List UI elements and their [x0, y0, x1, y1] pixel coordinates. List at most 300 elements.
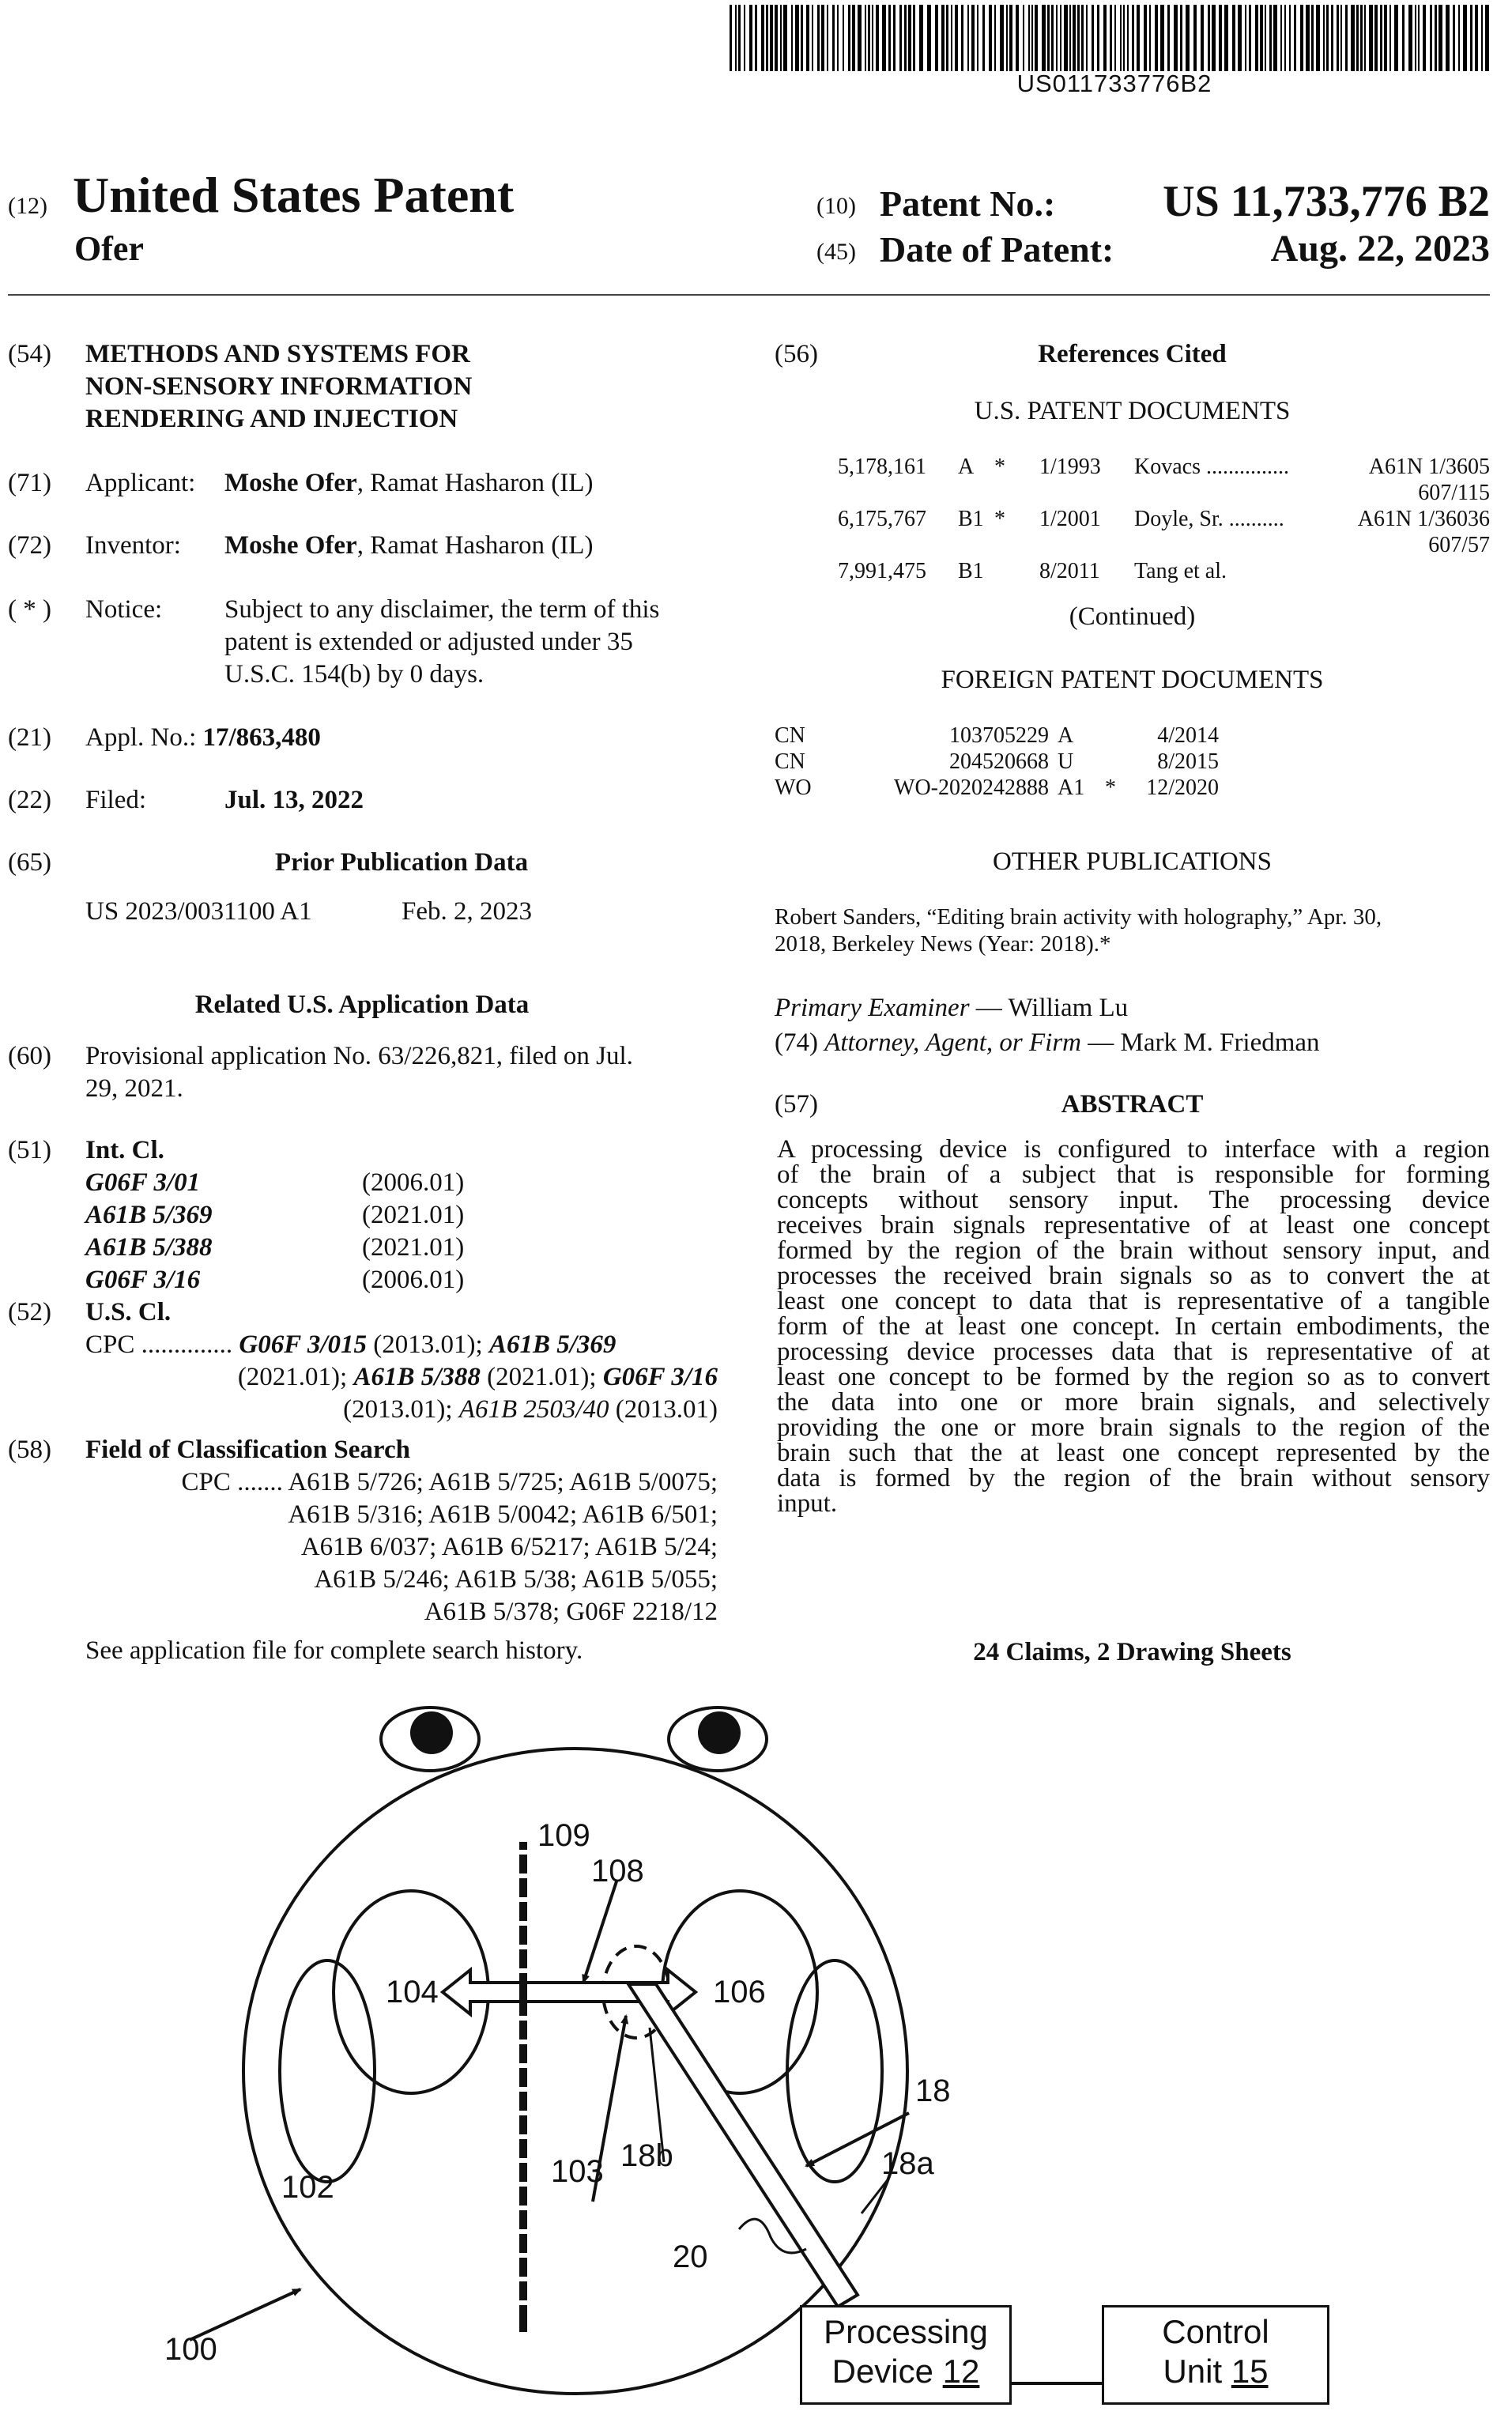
barcode-bar — [1060, 5, 1061, 71]
barcode-bar — [1446, 5, 1450, 71]
barcode-bar — [935, 5, 938, 71]
abstract-line: formed by the region of the brain without sensory input, and — [777, 1236, 1490, 1265]
barcode-bar — [848, 5, 850, 71]
barcode-bar — [989, 5, 992, 71]
barcode-bar — [1265, 5, 1266, 71]
barcode-bar — [812, 5, 813, 71]
abstract-line: processes the received brain signals so as to convert the at — [777, 1262, 1490, 1290]
cpc-line-2 — [85, 1361, 718, 1394]
doc-date: 12/2020 — [1146, 775, 1219, 800]
code-10: (10) — [816, 193, 856, 219]
barcode-bar — [1000, 5, 1004, 71]
barcode-bar — [1127, 5, 1129, 71]
us-document-row — [838, 454, 1490, 480]
attorney-name: — Mark M. Friedman — [1081, 1028, 1320, 1057]
barcode-bar — [1186, 5, 1190, 71]
doc-star: * — [1105, 775, 1116, 800]
box-line: Processing — [824, 2313, 988, 2350]
barcode-bar — [1081, 5, 1084, 71]
other-publications-heading: OTHER PUBLICATIONS — [993, 847, 1272, 876]
code-12: (12) — [8, 193, 47, 219]
patent-number: US 11,733,776 B2 — [1163, 177, 1490, 226]
label-100: 100 — [164, 2332, 217, 2367]
box-number: 15 — [1231, 2353, 1269, 2390]
attorney — [775, 1027, 1320, 1059]
barcode-bar — [837, 5, 839, 71]
barcode-bar — [941, 5, 945, 71]
doc-kind: U — [1058, 749, 1074, 774]
notice-label: Notice: — [85, 595, 163, 624]
abstract-line: providing the one or more brain signals to the region of the — [777, 1413, 1490, 1442]
int-cl-row — [85, 1167, 528, 1199]
provisional-line: 29, 2021. — [85, 1074, 183, 1103]
barcode-bar — [1463, 5, 1467, 71]
barcode-bar — [1438, 5, 1442, 71]
code-54: (54) — [8, 340, 51, 368]
label-106: 106 — [713, 1975, 766, 2009]
notice-line: patent is extended or adjusted under 35 — [224, 628, 633, 656]
us-patent-documents-heading: U.S. PATENT DOCUMENTS — [974, 397, 1291, 425]
appl-no — [85, 722, 321, 754]
barcode-bar — [1069, 5, 1071, 71]
barcode-bar — [1051, 5, 1054, 71]
barcode-bar — [1193, 5, 1197, 71]
foreign-documents-heading: FOREIGN PATENT DOCUMENTS — [941, 666, 1324, 694]
box-line — [1104, 2352, 1327, 2391]
doc-number: 7,991,475 — [838, 559, 926, 583]
appl-no-value: 17/863,480 — [202, 723, 321, 752]
barcode-bar — [888, 5, 891, 71]
title-line: METHODS AND SYSTEMS FOR — [85, 340, 470, 368]
int-cl-class: A61B 5/369 — [85, 1201, 213, 1229]
cpc-line-1 — [85, 1329, 616, 1361]
barcode-bar — [946, 5, 948, 71]
barcode-bar — [1453, 5, 1455, 71]
barcode-bar — [1249, 5, 1251, 71]
barcode-bar — [1415, 5, 1416, 71]
box-text: Device — [831, 2353, 943, 2390]
barcode-bar — [1364, 5, 1366, 71]
barcode-bar — [961, 5, 963, 71]
barcode-bar — [1028, 5, 1030, 71]
field-line: A61B 5/378; G06F 2218/12 — [424, 1598, 718, 1626]
abstract-line: the data into one or more brain signals, and selectively — [777, 1388, 1490, 1417]
left-pupil — [410, 1711, 453, 1754]
barcode-bar — [1345, 5, 1348, 71]
abstract-line: A processing device is configured to interface with a region — [777, 1135, 1490, 1164]
foreign-documents-list — [775, 723, 1486, 801]
barcode — [730, 5, 1490, 71]
barcode-bar — [1481, 5, 1483, 71]
date-label: Date of Patent: — [880, 229, 1114, 270]
barcode-bar — [971, 5, 975, 71]
barcode-bar — [1120, 5, 1122, 71]
barcode-bar — [1326, 5, 1329, 71]
processing-device-box — [800, 2305, 1012, 2405]
barcode-bar — [1056, 5, 1058, 71]
barcode-bar — [1284, 5, 1286, 71]
us-cl-label: U.S. Cl. — [85, 1298, 172, 1326]
barcode-bar — [1132, 5, 1134, 71]
doc-number: 5,178,161 — [838, 455, 926, 479]
patent-no-label: Patent No.: — [880, 183, 1056, 224]
int-cl-row — [85, 1199, 528, 1232]
primary-examiner — [775, 992, 1128, 1024]
barcode-bar — [749, 5, 752, 71]
barcode-bar — [1273, 5, 1277, 71]
barcode-bar — [1374, 5, 1378, 71]
doc-kind: A — [958, 455, 975, 479]
barcode-bar — [1458, 5, 1460, 71]
applicant — [224, 467, 593, 500]
abstract-line: receives brain signals representative of at least one concept — [777, 1211, 1490, 1240]
int-cl-version: (2006.01) — [362, 1168, 465, 1197]
barcode-bar — [1470, 5, 1472, 71]
barcode-bar — [1160, 5, 1164, 71]
doc-country: WO — [775, 775, 812, 800]
int-cl-version: (2006.01) — [362, 1266, 465, 1294]
barcode-bar — [1294, 5, 1296, 71]
barcode-bar — [1260, 5, 1263, 71]
doc-date: 8/2011 — [1039, 559, 1100, 583]
doc-number: WO-2020242888 — [894, 775, 1049, 800]
examiner-label: Primary Examiner — [775, 994, 970, 1022]
doc-star: * — [994, 507, 1005, 531]
int-cl-list — [85, 1167, 528, 1296]
barcode-bar — [1103, 5, 1107, 71]
barcode-bar — [1016, 5, 1019, 71]
claims-summary: 24 Claims, 2 Drawing Sheets — [973, 1638, 1291, 1666]
barcode-bar — [904, 5, 907, 71]
code-22: (22) — [8, 786, 51, 814]
barcode-bar — [1123, 5, 1125, 71]
barcode-bar — [1430, 5, 1432, 71]
barcode-bar — [1389, 5, 1391, 71]
abstract-line: concepts without sensory input. The processing device — [777, 1186, 1490, 1214]
cpc-version: (2021.01); — [480, 1363, 603, 1391]
barcode-bar — [1323, 5, 1325, 71]
barcode-bar — [801, 5, 803, 71]
barcode-bar — [951, 5, 952, 71]
notice-line: U.S.C. 154(b) by 0 days. — [224, 660, 485, 689]
doc-country: CN — [775, 723, 805, 748]
barcode-bar — [899, 5, 902, 71]
search-history-note: See application file for complete search history. — [85, 1636, 583, 1665]
attorney-label: Attorney, Agent, or Firm — [824, 1028, 1082, 1057]
barcode-bar — [1224, 5, 1228, 71]
barcode-bar — [1311, 5, 1314, 71]
barcode-bar — [1380, 5, 1382, 71]
code-71: (71) — [8, 469, 51, 497]
invention-title — [85, 338, 472, 436]
barcode-bar — [791, 5, 793, 71]
barcode-bar — [1092, 5, 1094, 71]
cpc-class: A61B 5/388 — [353, 1363, 481, 1391]
related-data-heading: Related U.S. Application Data — [194, 991, 530, 1019]
abstract-line: processing device processes data that is representative of at — [777, 1338, 1490, 1366]
barcode-bar — [843, 5, 844, 71]
barcode-bar — [832, 5, 835, 71]
abstract-text — [777, 1134, 1490, 1518]
barcode-bar — [1394, 5, 1398, 71]
filed-label: Filed: — [85, 786, 147, 814]
abstract-line: brain such that the at least one concept represented by the — [777, 1439, 1490, 1467]
barcode-bar — [1219, 5, 1222, 71]
barcode-bar — [806, 5, 809, 71]
doc-date: 4/2014 — [1157, 723, 1219, 748]
barcode-bar — [780, 5, 782, 71]
barcode-bar — [1232, 5, 1235, 71]
barcode-bar — [730, 5, 732, 71]
abstract-line: least one concept to be formed by the region so as to convert — [777, 1363, 1490, 1391]
barcode-bar — [1369, 5, 1373, 71]
code-45: (45) — [816, 239, 856, 265]
continued-note: (Continued) — [1069, 602, 1196, 631]
barcode-bar — [955, 5, 958, 71]
right-pupil — [698, 1711, 741, 1754]
cpc-version: (2013.01) — [609, 1395, 718, 1424]
barcode-bar — [1077, 5, 1080, 71]
code-60: (60) — [8, 1042, 51, 1070]
barcode-bar — [919, 5, 923, 71]
barcode-bar — [868, 5, 870, 71]
barcode-bar — [1086, 5, 1088, 71]
abstract-line: data is formed by the region of the brain without sensory — [777, 1464, 1490, 1492]
barcode-bar — [1009, 5, 1012, 71]
barcode-bar — [1238, 5, 1242, 71]
cpc-version: (2021.01); — [237, 1363, 354, 1391]
barcode-bar — [1280, 5, 1282, 71]
doc-country: CN — [775, 749, 805, 774]
doc-class: A61N 1/3605 — [1368, 455, 1490, 479]
barcode-bar — [1035, 5, 1038, 71]
doc-date: 1/2001 — [1039, 507, 1101, 531]
code-57: (57) — [775, 1090, 818, 1119]
barcode-bar — [1356, 5, 1359, 71]
other-publications — [775, 904, 1490, 957]
barcode-bar — [1485, 5, 1489, 71]
notice-text — [224, 594, 659, 691]
barcode-bar — [817, 5, 820, 71]
field-line: A61B 5/316; A61B 5/0042; A61B 6/501; — [288, 1500, 718, 1529]
doc-number: 6,175,767 — [838, 507, 926, 531]
barcode-bar — [1023, 5, 1024, 71]
foreign-document-row — [775, 723, 1486, 749]
barcode-bar — [1031, 5, 1033, 71]
barcode-bar — [1097, 5, 1099, 71]
us-document-row — [838, 558, 1490, 584]
barcode-bar — [858, 5, 862, 71]
cpc-class: G06F 3/015 — [239, 1330, 368, 1359]
other-publication-line: 2018, Berkeley News (Year: 2018).* — [775, 931, 1111, 957]
barcode-bar — [761, 5, 764, 71]
barcode-bar — [1384, 5, 1387, 71]
barcode-bar — [1475, 5, 1478, 71]
doc-number: 103705229 — [949, 723, 1049, 748]
barcode-bar — [1155, 5, 1158, 71]
doc-date: 1/1993 — [1039, 455, 1101, 479]
int-cl-label: Int. Cl. — [85, 1136, 164, 1164]
barcode-bar — [1149, 5, 1151, 71]
field-of-search-list — [85, 1466, 718, 1628]
notice-line: Subject to any disclaimer, the term of this — [224, 595, 660, 624]
code-58: (58) — [8, 1436, 51, 1464]
barcode-bar — [1340, 5, 1342, 71]
barcode-bar — [1316, 5, 1320, 71]
header-divider — [8, 294, 1490, 296]
doc-star: * — [994, 455, 1005, 479]
barcode-bar — [775, 5, 778, 71]
barcode-bar — [1351, 5, 1355, 71]
control-unit-box — [1102, 2305, 1329, 2405]
us-documents-list — [838, 454, 1490, 584]
barcode-bar — [1337, 5, 1339, 71]
barcode-bar — [766, 5, 768, 71]
title-line: NON-SENSORY INFORMATION — [85, 372, 473, 401]
abstract-line: form of the at least one concept. In certain embodiments, the — [777, 1312, 1490, 1341]
code-72: (72) — [8, 531, 51, 560]
doc-kind: A1 — [1058, 775, 1085, 800]
applicant-name: Moshe Ofer — [224, 469, 357, 497]
inventor-label: Inventor: — [85, 531, 181, 560]
barcode-bar — [927, 5, 931, 71]
code-52: (52) — [8, 1298, 51, 1326]
barcode-bar — [1073, 5, 1076, 71]
patent-kind-title: United States Patent — [73, 167, 515, 223]
label-108: 108 — [591, 1854, 644, 1889]
left-ear — [280, 1960, 375, 2182]
examiner-name: — William Lu — [969, 994, 1129, 1022]
doc-kind: A — [1058, 723, 1074, 748]
int-cl-row — [85, 1264, 528, 1296]
inventor — [224, 530, 593, 562]
barcode-bar — [1167, 5, 1170, 71]
barcode-bar — [1208, 5, 1210, 71]
patent-date: Aug. 22, 2023 — [1270, 228, 1490, 270]
int-cl-class: G06F 3/16 — [85, 1266, 201, 1294]
int-cl-version: (2021.01) — [362, 1233, 465, 1262]
label-103: 103 — [551, 2154, 604, 2189]
barcode-bar — [1408, 5, 1412, 71]
inventor-location: , Ramat Hasharon (IL) — [356, 531, 594, 560]
barcode-bar — [1174, 5, 1178, 71]
barcode-number: US011733776B2 — [1016, 70, 1212, 97]
provisional-application — [85, 1040, 633, 1105]
filed-date: Jul. 13, 2022 — [224, 786, 364, 814]
us-document-subclass — [838, 532, 1490, 558]
barcode-bar — [1402, 5, 1405, 71]
references-heading: References Cited — [1038, 340, 1227, 368]
int-cl-class: G06F 3/01 — [85, 1168, 201, 1197]
barcode-bar — [795, 5, 799, 71]
barcode-bar — [893, 5, 896, 71]
barcode-bar — [865, 5, 866, 71]
cpc-line-3 — [85, 1394, 718, 1426]
field-line: A61B 5/246; A61B 5/38; A61B 5/055; — [314, 1565, 718, 1594]
barcode-bar — [1245, 5, 1246, 71]
barcode-bar — [1360, 5, 1363, 71]
barcode-bar — [827, 5, 828, 71]
us-document-row — [838, 506, 1490, 532]
cpc-class: A61B 2503/40 — [458, 1395, 609, 1424]
prior-publication-date: Feb. 2, 2023 — [402, 897, 532, 926]
barcode-bar — [821, 5, 824, 71]
us-document-subclass — [838, 480, 1490, 506]
barcode-bar — [1042, 5, 1046, 71]
barcode-bar — [755, 5, 757, 71]
barcode-bar — [967, 5, 969, 71]
barcode-bar — [1047, 5, 1050, 71]
title-line: RENDERING AND INJECTION — [85, 405, 458, 433]
doc-number: 204520668 — [949, 749, 1049, 774]
cpc-version: (2013.01); — [367, 1330, 489, 1359]
doc-kind: B1 — [958, 559, 984, 583]
barcode-bar — [1289, 5, 1291, 71]
barcode-bar — [1255, 5, 1258, 71]
code-74: (74) — [775, 1028, 818, 1057]
barcode-bar — [1180, 5, 1182, 71]
label-18a: 18a — [881, 2146, 934, 2181]
right-ear — [787, 1960, 882, 2182]
cpc-class: A61B 5/369 — [488, 1330, 616, 1359]
box-line: Control — [1162, 2313, 1269, 2350]
field-line: A61B 6/037; A61B 6/5217; A61B 5/24; — [300, 1533, 718, 1561]
barcode-bar — [908, 5, 911, 71]
barcode-bar — [735, 5, 737, 71]
barcode-bar — [872, 5, 873, 71]
barcode-bar — [876, 5, 879, 71]
inventor-surname: Ofer — [74, 229, 144, 268]
provisional-line: Provisional application No. 63/226,821, filed on Jul. — [85, 1042, 633, 1070]
doc-name: Doyle, Sr. .......... — [1134, 507, 1284, 531]
label-104: 104 — [386, 1975, 439, 2009]
barcode-bar — [783, 5, 787, 71]
prior-publication-heading: Prior Publication Data — [274, 848, 529, 877]
barcode-bar — [1331, 5, 1333, 71]
barcode-bar — [1306, 5, 1310, 71]
doc-subclass: 607/57 — [1428, 533, 1490, 557]
doc-date: 8/2015 — [1157, 749, 1219, 774]
appl-no-label: Appl. No.: — [85, 723, 197, 752]
applicant-label: Applicant: — [85, 469, 196, 497]
other-publication-line: Robert Sanders, “Editing brain activity with holography,” Apr. 30, — [775, 904, 1382, 930]
doc-kind: B1 — [958, 507, 984, 531]
barcode-bar — [1300, 5, 1303, 71]
barcode-bar — [1064, 5, 1068, 71]
barcode-bar — [1423, 5, 1426, 71]
barcode-bar — [913, 5, 915, 71]
label-109: 109 — [537, 1818, 590, 1853]
cpc-class: G06F 3/16 — [602, 1363, 718, 1391]
barcode-bar — [738, 5, 741, 71]
abstract-heading: ABSTRACT — [1061, 1090, 1204, 1119]
barcode-bar — [1144, 5, 1147, 71]
code-56: (56) — [775, 340, 818, 368]
barcode-bar — [852, 5, 855, 71]
barcode-bar — [1006, 5, 1008, 71]
cpc-prefix: CPC .............. — [85, 1330, 233, 1359]
field-of-search-label: Field of Classification Search — [85, 1436, 410, 1464]
prior-publication-number: US 2023/0031100 A1 — [85, 897, 312, 926]
barcode-bar — [1212, 5, 1216, 71]
int-cl-class: A61B 5/388 — [85, 1233, 213, 1262]
barcode-bar — [882, 5, 886, 71]
foreign-document-row — [775, 749, 1486, 775]
barcode-bar — [1137, 5, 1140, 71]
abstract-line: least one concept to data that is representative of a tangible — [777, 1287, 1490, 1315]
barcode-bar — [1269, 5, 1272, 71]
barcode-bar — [982, 5, 985, 71]
